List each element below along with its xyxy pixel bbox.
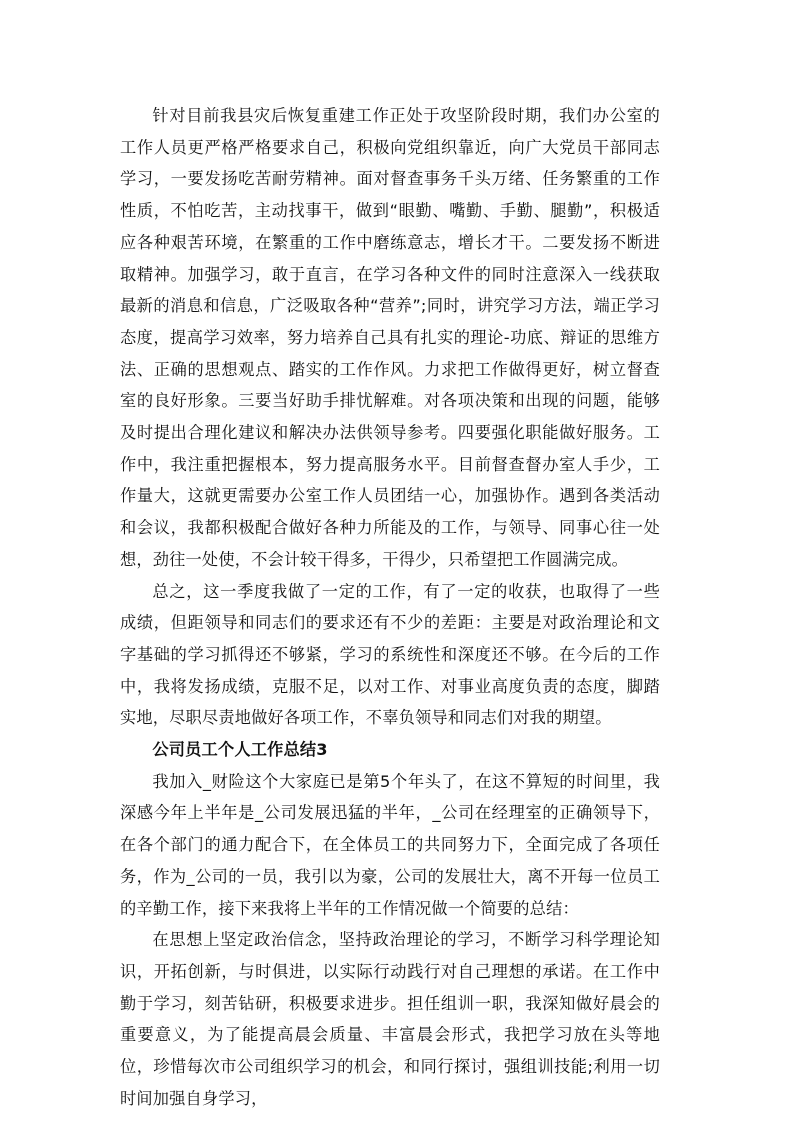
body-paragraph-3: 我加入_财险这个大家庭已是第5个年头了，在这不算短的时间里，我深感今年上半年是_公司发展迅猛的半年，_公司在经理室的正确领导下，在各个部门的通力配合下，在全体员工的共同努力下，全面完成了各项任务，作为_公司的一员，我引以为豪，公司的发展壮大，离不开每一位员工的辛勤工作，接下来我将上半年的工作情况做一个简要的总结：: [120, 771, 660, 918]
document-page: [120, 100, 660, 1115]
section-heading: 公司员工个人工作总结3: [152, 740, 328, 760]
body-paragraph-2: 总之，这一季度我做了一定的工作，有了一定的收获，也取得了一些成绩，但距领导和同志们的要求还有不少的差距：主要是对政治理论和文字基础的学习抓得还不够紧，学习的系统性和深度还不够。在今后的工作中，我将发扬成绩，克服不足，以对工作、对事业高度负责的态度，脚踏实地，尽职尽责地做好各项工作，不辜负领导和同志们对我的期望。: [120, 581, 660, 728]
body-paragraph-4: 在思想上坚定政治信念，坚持政治理论的学习，不断学习科学理论知识，开拓创新，与时俱进，以实际行动践行对自己理想的承诺。在工作中勤于学习，刻苦钻研，积极要求进步。担任组训一职，我深知做好晨会的重要意义，为了能提高晨会质量、丰富晨会形式，我把学习放在头等地位，珍惜每次市公司组织学习的机会，和同行探讨，强组训技能;利用一切时间加强自身学习，: [120, 930, 660, 1108]
body-paragraph-1: 针对目前我县灾后恢复重建工作正处于攻坚阶段时期，我们办公室的工作人员更严格严格要求自己，积极向党组织靠近，向广大党员干部同志学习，一要发扬吃苦耐劳精神。面对督查事务千头万绪、任务繁重的工作性质，不怕吃苦，主动找事干，做到“眼勤、嘴勤、手勤、腿勤”，积极适应各种艰苦环境，在繁重的工作中磨练意志，增长才干。二要发扬不断进取精神。加强学习，敢于直言，在学习各种文件的同时注意深入一线获取最新的消息和信息，广泛吸取各种“营养”;同时，讲究学习方法，端正学习态度，提高学习效率，努力培养自己具有扎实的理论-功底、辩证的思维方法、正确的思想观点、踏实的工作作风。力求把工作做得更好，树立督查室的良好形象。三要当好助手排忧解难。对各项决策和出现的问题，能够及时提出合理化建议和解决办法供领导参考。四要强化职能做好服务。工作中，我注重把握根本，努力提高服务水平。目前督查督办室人手少，工作量大，这就更需要办公室工作人员团结一心，加强协作。遇到各类活动和会议，我都积极配合做好各种力所能及的工作，与领导、同事心往一处想，劲往一处使，不会计较干得多，干得少，只希望把工作圆满完成。: [120, 106, 660, 569]
